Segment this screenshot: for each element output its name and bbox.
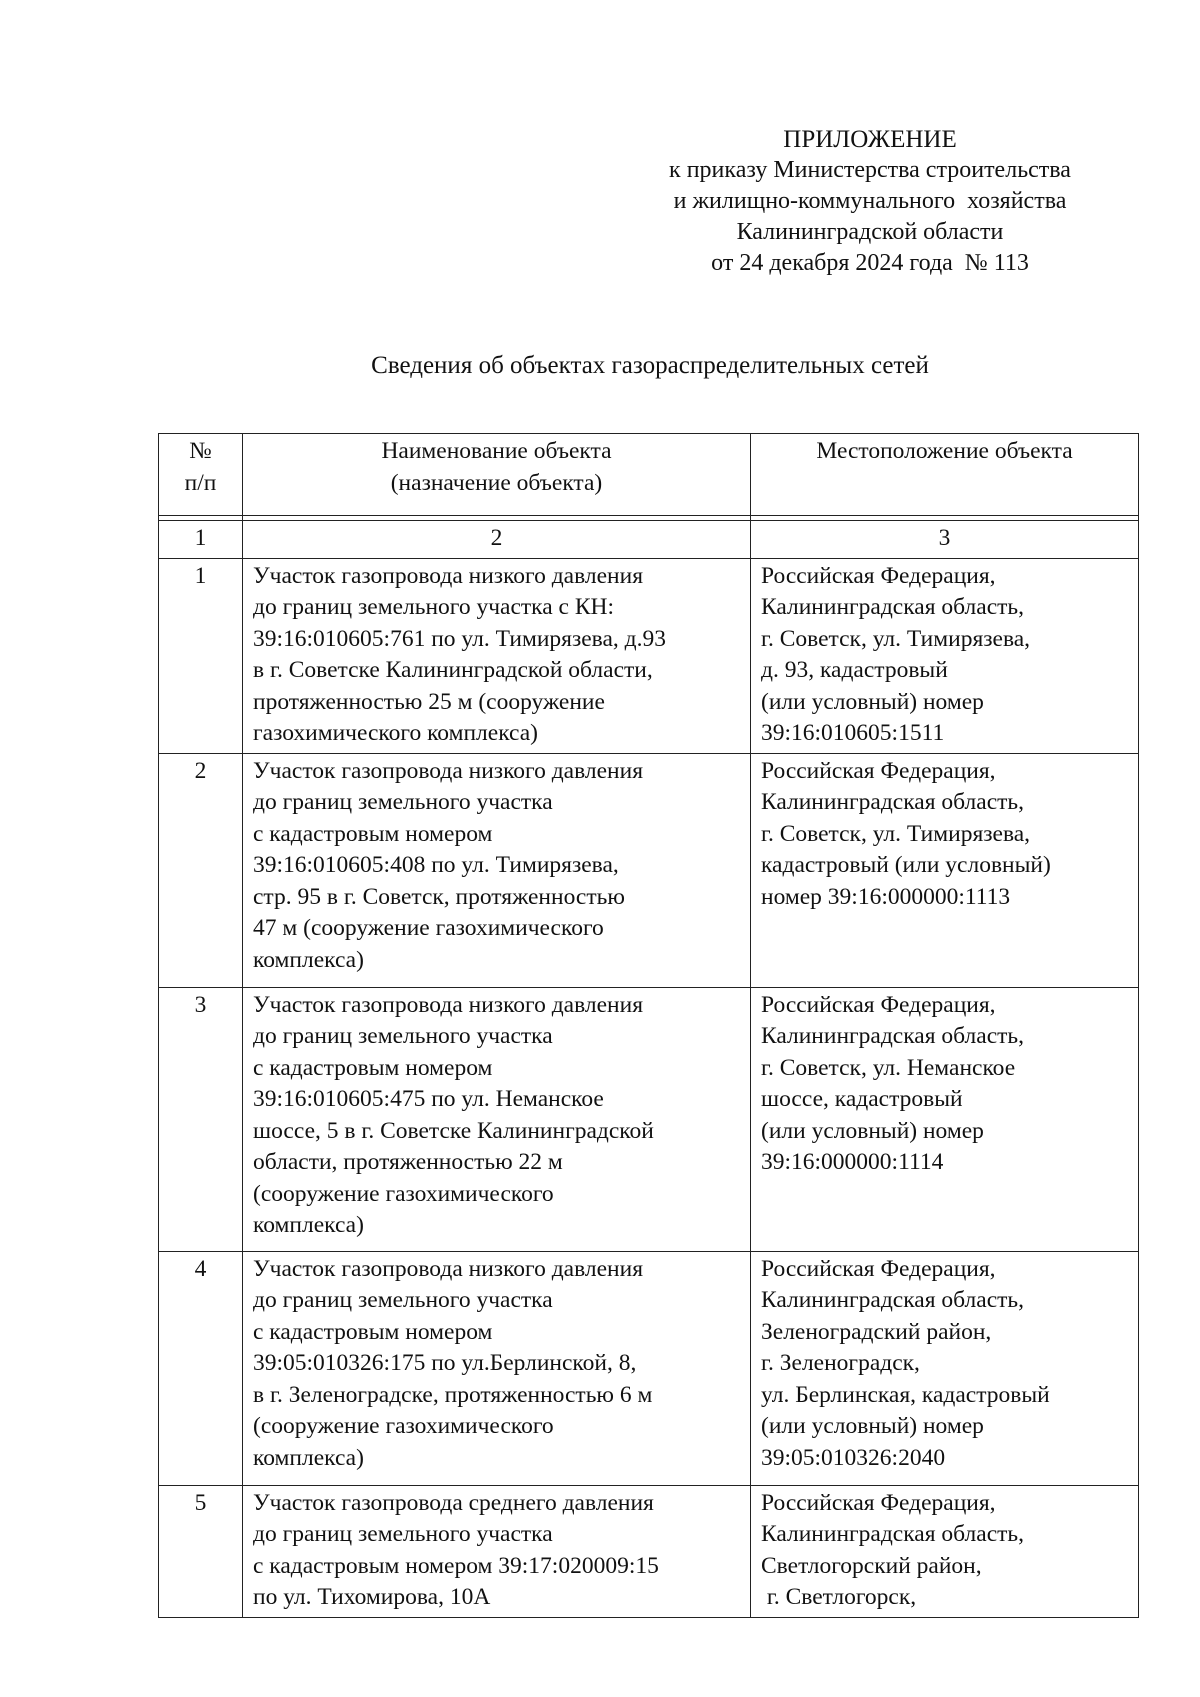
object-name: Участок газопровода низкого давления до границ земельного участка с кадастровым номером 39:16:010605:475 по ул. Неманское шоссе, 5 в г. Советске Калининградской области, протяженностью 22 м (сооружение газохимического комплекса) [243,987,751,1251]
document-title: Сведения об объектах газораспределительных сетей [371,352,929,379]
appendix-line-1: к приказу Министерства строительства [669,157,1071,183]
row-number: 4 [159,1251,243,1485]
header-location: Местоположение объекта [751,434,1139,516]
object-location: Российская Федерация, Калининградская область, г. Советск, ул. Тимирязева, кадастровый (или условный) номер 39:16:000000:1113 [751,753,1139,987]
table-row [159,753,1139,987]
appendix-heading [620,124,1120,279]
appendix-line-2: и жилищно-коммунального хозяйства [673,188,1067,214]
object-name: Участок газопровода низкого давления до границ земельного участка с КН: 39:16:010605:761 по ул. Тимирязева, д.93 в г. Советске Калининградской области, протяженностью 25 м (сооружение газохимического комплекса) [243,558,751,753]
row-number: 5 [159,1485,243,1617]
table-row [159,987,1139,1251]
header-num: № п/п [159,434,243,516]
header-name: Наименование объекта (назначение объекта) [243,434,751,516]
object-location: Российская Федерация, Калининградская область, г. Советск, ул. Тимирязева, д. 93, кадастровый (или условный) номер 39:16:010605:1511 [751,558,1139,753]
object-name: Участок газопровода низкого давления до границ земельного участка с кадастровым номером 39:05:010326:175 по ул.Берлинской, 8, в г. Зеленоградске, протяженностью 6 м (сооружение газохимического комплекса) [243,1251,751,1485]
column-index-row [159,521,1139,559]
appendix-line-3: Калининградской области [736,219,1004,245]
table-row [159,1485,1139,1617]
column-index-cell: 1 [159,521,243,559]
table-header-row [159,434,1139,516]
column-index-cell: 2 [243,521,751,559]
appendix-title: ПРИЛОЖЕНИЕ [783,126,957,153]
row-number: 1 [159,558,243,753]
appendix-line-4: от 24 декабря 2024 года № 113 [711,250,1029,276]
object-name: Участок газопровода среднего давления до границ земельного участка с кадастровым номером 39:17:020009:15 по ул. Тихомирова, 10А [243,1485,751,1617]
object-location: Российская Федерация, Калининградская область, Светлогорский район, г. Светлогорск, [751,1485,1139,1617]
object-location: Российская Федерация, Калининградская область, г. Советск, ул. Неманское шоссе, кадастровый (или условный) номер 39:16:000000:1114 [751,987,1139,1251]
table-row [159,1251,1139,1485]
object-name: Участок газопровода низкого давления до границ земельного участка с кадастровым номером 39:16:010605:408 по ул. Тимирязева, стр. 95 в г. Советск, протяженностью 47 м (сооружение газохимического комплекса) [243,753,751,987]
row-number: 2 [159,753,243,987]
column-index-cell: 3 [751,521,1139,559]
object-location: Российская Федерация, Калининградская область, Зеленоградский район, г. Зеленоградск, ул. Берлинская, кадастровый (или условный) номер 39:05:010326:2040 [751,1251,1139,1485]
row-number: 3 [159,987,243,1251]
objects-table [158,433,1139,1618]
table-row [159,558,1139,753]
